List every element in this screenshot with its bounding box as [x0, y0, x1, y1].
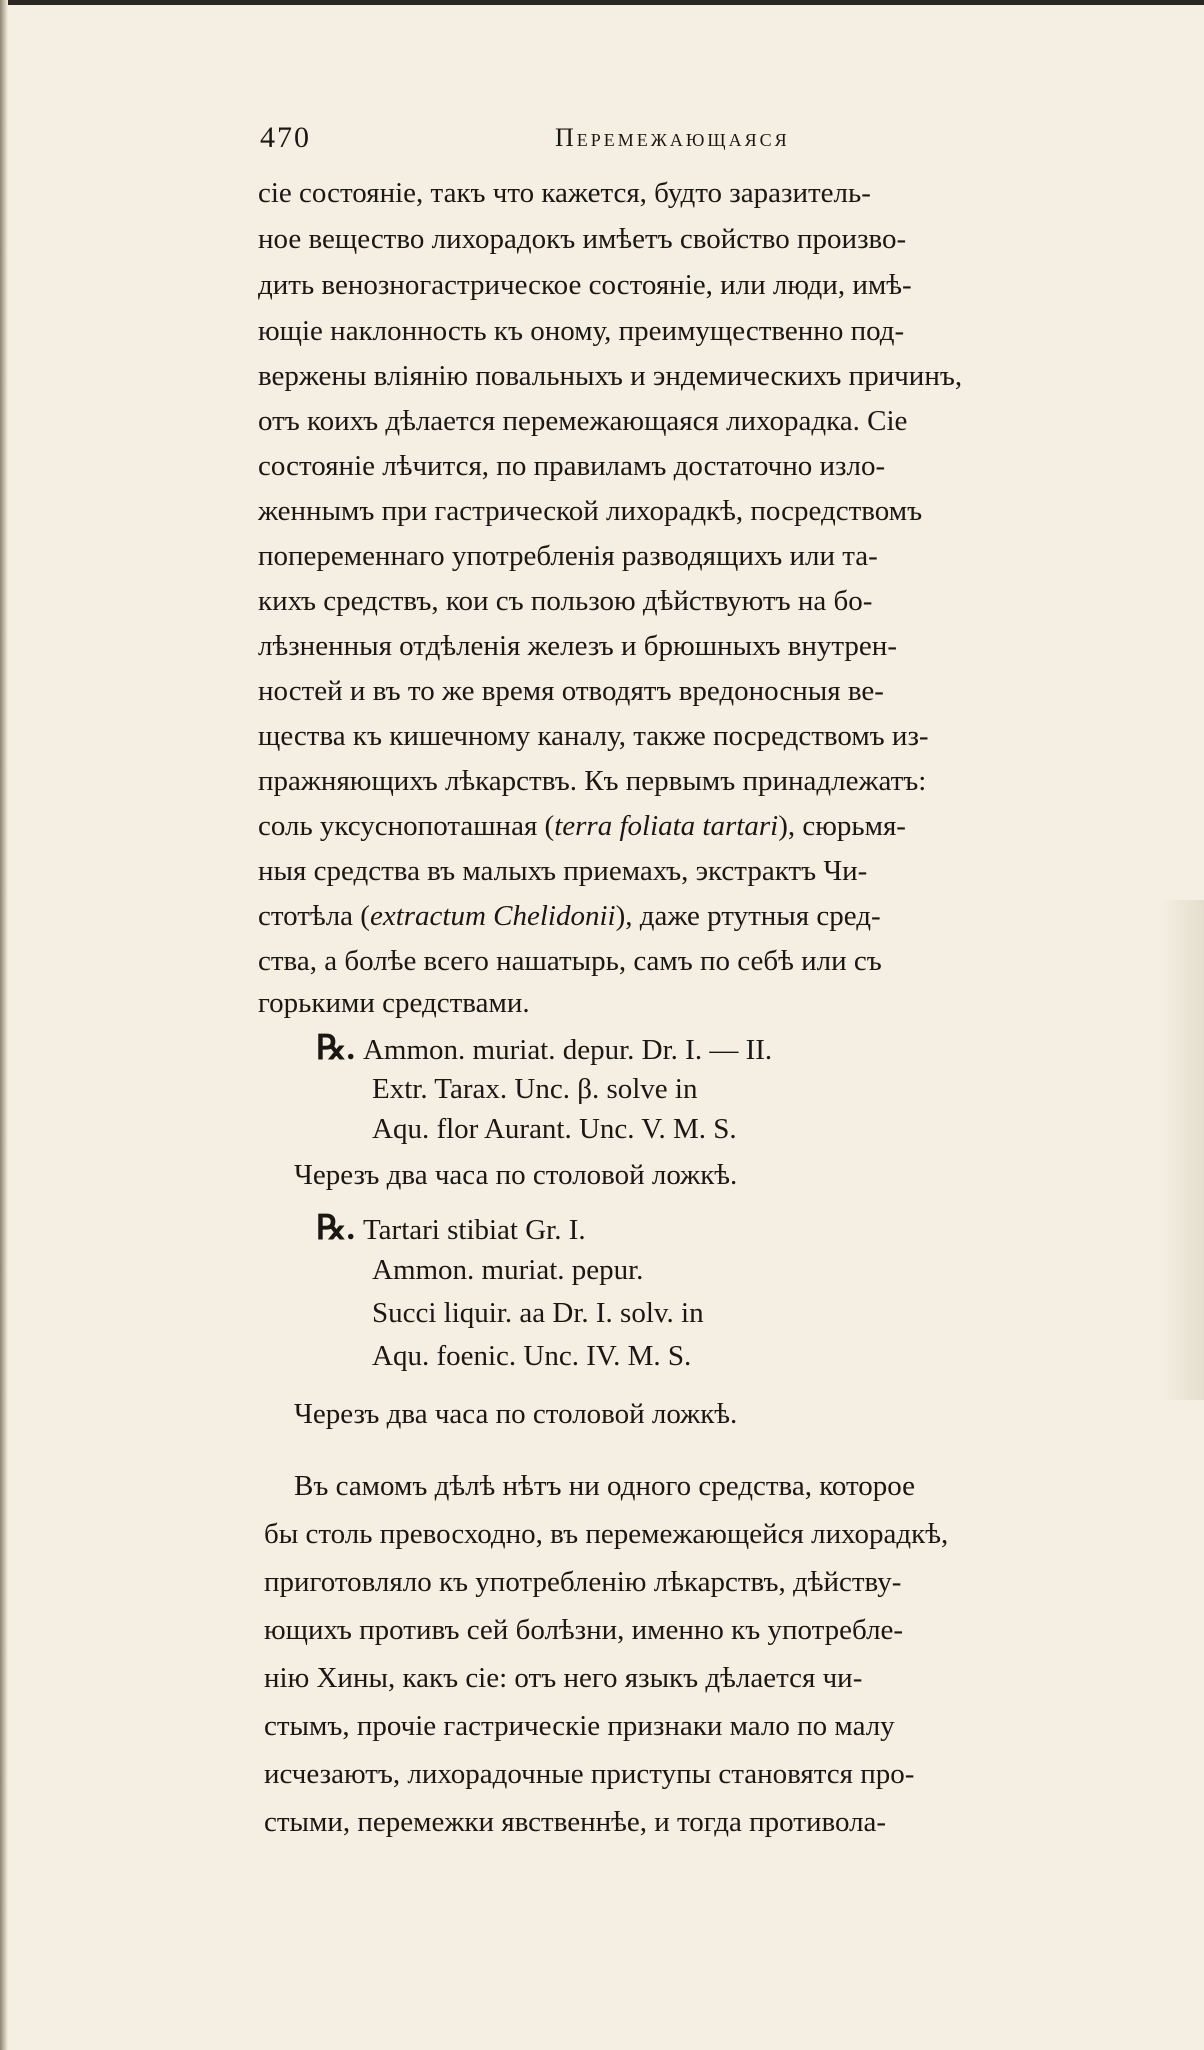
text-line: соль уксуснопоташная (terra foliata tartari), сюрьмя-: [258, 810, 906, 842]
dosage-instruction: Черезъ два часа по столовой ложкѣ.: [294, 1398, 738, 1430]
latin-term: extractum Chelidonii: [369, 900, 616, 932]
text-line: горькими средствами.: [258, 987, 530, 1019]
text-line: нію Хины, какъ сіе: отъ него языкъ дѣлается чи-: [264, 1662, 863, 1694]
text-line: стыми, перемежки явственнѣе, и тогда противола-: [264, 1806, 887, 1838]
text-line: стотѣла (extractum Chelidonii), даже ртутныя сред-: [258, 900, 881, 932]
prescription-line: Ammon. muriat. pepur.: [372, 1254, 644, 1286]
text-line: стымъ, прочіе гастрическіе признаки мало по малу: [264, 1710, 895, 1742]
page-top-border: [0, 0, 1204, 5]
paper-stain: [1160, 900, 1204, 1400]
text-line: приготовляло къ употребленію лѣкарствъ, дѣйству-: [264, 1566, 902, 1598]
text-line: ныя средства въ малыхъ приемахъ, экстрактъ Чи-: [258, 855, 868, 887]
prescription-line: Aqu. flor Aurant. Unc. V. M. S.: [372, 1113, 737, 1145]
text-line: ностей и въ то же время отводятъ вредоносныя ве-: [258, 675, 884, 707]
text-line: ное вещество лихорадокъ имѣетъ свойство произво-: [258, 223, 907, 255]
text-line: ющихъ противъ сей болѣзни, именно къ употребле-: [264, 1614, 904, 1646]
prescription-line: [316, 1029, 772, 1069]
text-line: ства, а болѣе всего нашатырь, самъ по себѣ или съ: [258, 945, 882, 977]
prescription-line: [316, 1209, 586, 1249]
prescription-line: Succi liquir. aa Dr. I. solv. in: [372, 1297, 704, 1329]
text-line: отъ коихъ дѣлается перемежающаяся лихорадка. Сіе: [258, 405, 908, 437]
text-line: щества къ кишечному каналу, также посредствомъ из-: [258, 720, 929, 752]
recipe-symbol: ℞.: [316, 1210, 355, 1247]
text-line: сіе состояніе, такъ что кажется, будто заразитель-: [258, 177, 871, 209]
prescription-text: Tartari stibiat Gr. I.: [362, 1214, 586, 1246]
page-binding-edge: [0, 0, 8, 2050]
text-line: исчезаютъ, лихорадочные приступы становятся про-: [264, 1758, 915, 1790]
dosage-instruction: Черезъ два часа по столовой ложкѣ.: [294, 1159, 738, 1191]
prescription-line: Aqu. foenic. Unc. IV. M. S.: [372, 1340, 692, 1372]
text-line: Въ самомъ дѣлѣ нѣтъ ни одного средства, которое: [294, 1470, 915, 1502]
text-line: ющіе наклонность къ оному, преимущественно под-: [258, 315, 905, 347]
running-title: Перемежающаяся: [555, 123, 790, 152]
text-line: попеременнаго употребленія разводящихъ или та-: [258, 540, 878, 572]
text-line: бы столь превосходно, въ перемежающейся лихорадкѣ,: [264, 1518, 949, 1550]
text-line: пражняющихъ лѣкарствъ. Къ первымъ принадлежатъ:: [258, 765, 927, 797]
prescription-line: Extr. Tarax. Unc. β. solve in: [372, 1073, 698, 1105]
recipe-symbol: ℞.: [316, 1030, 355, 1067]
text-line: дить венозногастрическое состояніе, или люди, имѣ-: [258, 269, 912, 301]
prescription-text: Ammon. muriat. depur. Dr. I. — II.: [362, 1034, 773, 1066]
text-line: кихъ средствъ, кои съ пользою дѣйствуютъ на бо-: [258, 585, 873, 617]
text-line: вержены вліянію повальныхъ и эндемическихъ причинъ,: [258, 360, 963, 392]
latin-term: terra foliata tartari: [554, 810, 779, 842]
text-line: лѣзненныя отдѣленія железъ и брюшныхъ внутрен-: [258, 630, 897, 662]
text-line: женнымъ при гастрической лихорадкѣ, посредствомъ: [258, 495, 923, 527]
page-number: 470: [260, 121, 311, 154]
text-line: состояніе лѣчится, по правиламъ достаточно изло-: [258, 450, 886, 482]
